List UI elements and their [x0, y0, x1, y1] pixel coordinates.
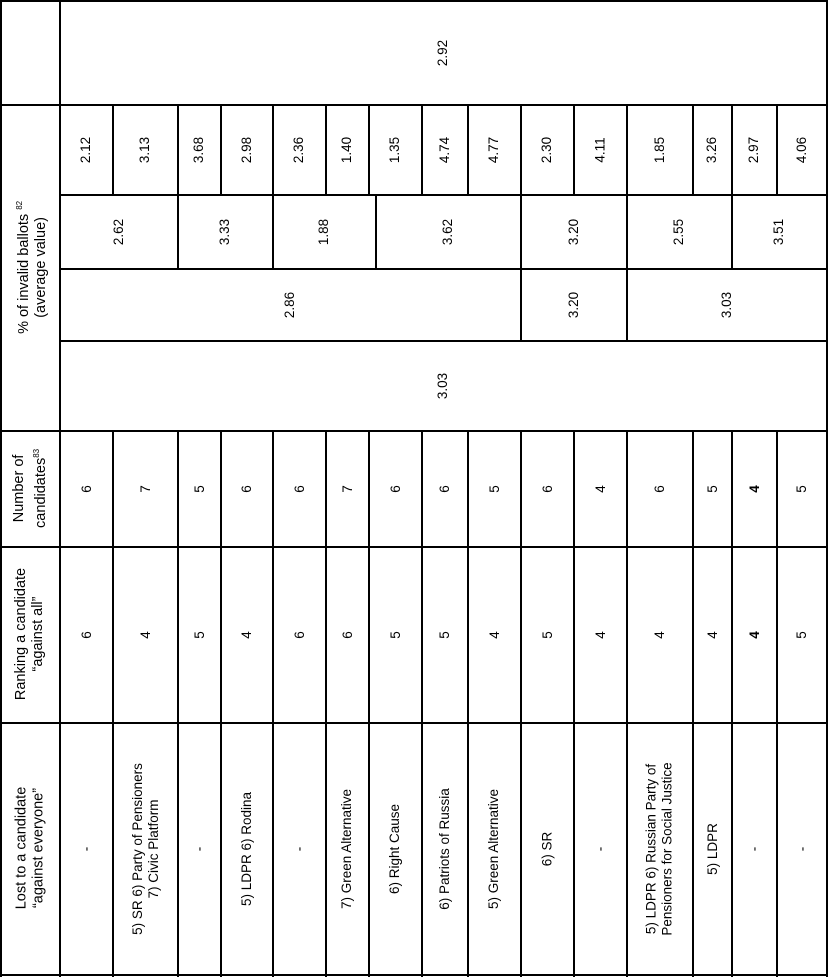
- row-cell-lost: [469, 724, 520, 974]
- level1-average: [274, 196, 375, 268]
- row-cell-candidates: [274, 432, 325, 546]
- lost-line: Pensioners for Social Justice: [660, 762, 675, 936]
- ranking-value: 6: [78, 631, 94, 639]
- lost-line: 6) Patriots of Russia: [437, 788, 453, 910]
- invalid-value: 4.11: [592, 137, 608, 163]
- level2-value: 2.86: [282, 291, 298, 319]
- lost-line: -: [191, 846, 207, 852]
- row-cell-lost: [694, 724, 731, 974]
- header-ranking-against-all: [2, 546, 59, 722]
- row-cell-lost: [423, 724, 467, 974]
- overall-average: [61, 2, 826, 104]
- candidates-value: 6: [78, 485, 94, 493]
- row-cell-lost: [733, 724, 776, 974]
- level1-average: [179, 196, 272, 268]
- row-cell-candidates: [114, 432, 177, 546]
- row-cell-lost: [179, 724, 220, 974]
- candidates-value: 7: [339, 485, 355, 493]
- header-lost-to-against: [2, 722, 59, 974]
- row-cell-lost: [370, 724, 421, 974]
- level1-value: 3.51: [771, 218, 787, 246]
- level1-value: 3.62: [440, 218, 456, 246]
- overall-average-value: 2.92: [435, 39, 451, 67]
- row-cell-invalid: [370, 106, 421, 194]
- invalid-value: 4.06: [794, 136, 809, 164]
- lost-line: 7) Civic Platform: [145, 799, 161, 899]
- lost-line: 6) SR: [539, 831, 555, 867]
- header-invalid-footnote: 82: [15, 200, 25, 210]
- level1-average: [61, 196, 177, 268]
- lost-line: 5) LDPR 6) Rodina: [239, 791, 254, 907]
- ranking-value: 6: [291, 631, 307, 639]
- row-cell-candidates: [694, 432, 731, 546]
- row-cell-candidates: [370, 432, 421, 546]
- invalid-value: 4.77: [486, 136, 502, 164]
- invalid-value: 1.35: [387, 136, 403, 164]
- lost-to-against-text: [705, 823, 721, 875]
- level1-average: [377, 196, 520, 268]
- header-invalid-line1: % of invalid ballots: [15, 213, 32, 334]
- lost-to-against-text: [747, 847, 763, 852]
- row-cell-invalid: [274, 106, 325, 194]
- row-cell-ranking: [114, 548, 177, 722]
- header-lost-line2: “against everyone”: [30, 787, 47, 909]
- level2-average: [628, 270, 826, 340]
- candidates-value: 5: [486, 485, 502, 493]
- row-cell-invalid: [327, 106, 368, 194]
- lost-line: 5) LDPR: [704, 823, 720, 875]
- ranking-value: 5: [793, 631, 809, 639]
- level2-value: 3.20: [566, 291, 581, 319]
- row-cell-invalid: [694, 106, 731, 194]
- level1-average: [628, 196, 731, 268]
- header-candidates-footnote: 83: [32, 448, 42, 458]
- level1-value: 3.20: [566, 218, 581, 246]
- row-cell-lost: [274, 724, 325, 974]
- candidates-value: 6: [387, 485, 403, 493]
- ranking-value: 4: [704, 631, 720, 639]
- level1-value: 2.62: [111, 218, 126, 246]
- level1-average: [733, 196, 826, 268]
- row-cell-ranking: [274, 548, 325, 722]
- invalid-value: 2.36: [291, 136, 307, 164]
- level1-value: 3.33: [217, 218, 233, 246]
- ranking-value: 4: [238, 631, 254, 639]
- header-candidates-line1: Number of: [11, 454, 28, 522]
- ranking-value: 4: [746, 631, 762, 639]
- candidates-value: 5: [793, 485, 809, 493]
- lost-line: 5) Green Alternative: [486, 788, 502, 910]
- row-cell-invalid: [522, 106, 573, 194]
- row-cell-ranking: [733, 548, 776, 722]
- candidates-value: 5: [191, 485, 207, 493]
- row-cell-invalid: [733, 106, 776, 194]
- row-cell-ranking: [778, 548, 826, 722]
- lost-line: 5) LDPR 6) Russian Party of: [644, 763, 659, 935]
- row-cell-lost: [222, 724, 272, 974]
- row-cell-ranking: [575, 548, 626, 722]
- row-cell-ranking: [179, 548, 220, 722]
- lost-line: -: [78, 846, 94, 852]
- row-cell-candidates: [222, 432, 272, 546]
- ranking-value: 4: [137, 631, 153, 639]
- ranking-value: 5: [191, 631, 207, 639]
- row-cell-lost: [628, 724, 692, 974]
- row-cell-ranking: [327, 548, 368, 722]
- lost-line: -: [291, 846, 307, 852]
- lost-to-against-text: [239, 792, 255, 906]
- row-cell-ranking: [628, 548, 692, 722]
- level1-value: 2.55: [671, 218, 687, 246]
- lost-to-against-text: [794, 847, 810, 852]
- header-ranking-line1: Ranking a candidate: [13, 567, 30, 701]
- header-lost-line1: Lost to a candidate: [13, 786, 30, 910]
- lost-to-against-text: [340, 789, 356, 909]
- row-cell-ranking: [522, 548, 573, 722]
- lost-line: -: [592, 846, 608, 852]
- ranking-value: 4: [592, 631, 608, 639]
- row-cell-candidates: [522, 432, 573, 546]
- row-cell-lost: [575, 724, 626, 974]
- lost-to-against-text: [192, 847, 208, 852]
- candidates-value: 5: [704, 485, 720, 493]
- ranking-value: 4: [651, 631, 667, 639]
- row-cell-ranking: [469, 548, 520, 722]
- header-invalid-line2: (average value): [32, 216, 49, 318]
- row-cell-candidates: [61, 432, 112, 546]
- header-number-of-candidates: [2, 430, 59, 546]
- level2-average: [61, 270, 520, 340]
- level2-value: 3.03: [719, 291, 734, 319]
- row-cell-invalid: [423, 106, 467, 194]
- lost-line: 5) SR 6) Party of Pensioners: [129, 763, 145, 935]
- row-cell-candidates: [423, 432, 467, 546]
- invalid-value: 1.85: [652, 136, 667, 164]
- candidates-value: 6: [238, 485, 254, 493]
- row-cell-invalid: [222, 106, 272, 194]
- row-cell-ranking: [222, 548, 272, 722]
- invalid-value: 3.26: [704, 136, 720, 164]
- candidates-value: 4: [746, 485, 762, 493]
- lost-to-against-text: [79, 847, 95, 852]
- row-cell-ranking: [61, 548, 112, 722]
- lost-line: -: [746, 846, 762, 852]
- row-cell-invalid: [778, 106, 826, 194]
- invalid-value: 2.30: [539, 136, 555, 164]
- invalid-value: 2.98: [239, 136, 254, 164]
- level3-average-value: 3.03: [435, 372, 451, 400]
- row-cell-lost: [327, 724, 368, 974]
- candidates-value: 4: [592, 485, 608, 493]
- row-cell-lost: [778, 724, 826, 974]
- ranking-value: 5: [436, 631, 452, 639]
- ranking-value: 4: [486, 631, 502, 639]
- lost-to-against-text: [437, 788, 453, 910]
- row-cell-lost: [114, 724, 177, 974]
- row-cell-lost: [522, 724, 573, 974]
- row-cell-invalid: [469, 106, 520, 194]
- ranking-value: 5: [539, 631, 555, 639]
- candidates-value: 6: [651, 485, 667, 493]
- invalid-value: 3.68: [191, 136, 207, 164]
- header-invalid-ballots: [2, 104, 59, 430]
- row-cell-invalid: [575, 106, 626, 194]
- table-border-bottom: [0, 974, 828, 976]
- row-cell-invalid: [628, 106, 692, 194]
- lost-line: 7) Green Alternative: [339, 788, 355, 910]
- lost-line: -: [794, 846, 809, 852]
- row-cell-candidates: [628, 432, 692, 546]
- level1-value: 1.88: [316, 218, 332, 246]
- candidates-value: 6: [291, 485, 307, 493]
- lost-to-against-text: [130, 763, 162, 935]
- lost-to-against-text: [292, 847, 308, 852]
- lost-line: 6) Right Cause: [387, 803, 403, 895]
- row-cell-candidates: [469, 432, 520, 546]
- row-cell-ranking: [694, 548, 731, 722]
- row-cell-ranking: [370, 548, 421, 722]
- row-cell-candidates: [179, 432, 220, 546]
- candidates-value: 6: [539, 485, 555, 493]
- row-cell-candidates: [778, 432, 826, 546]
- row-cell-candidates: [575, 432, 626, 546]
- row-cell-invalid: [114, 106, 177, 194]
- row-cell-ranking: [423, 548, 467, 722]
- row-cell-invalid: [61, 106, 112, 194]
- lost-to-against-text: [487, 789, 503, 909]
- row-cell-lost: [61, 724, 112, 974]
- header-ranking-line2: “against all”: [30, 596, 47, 672]
- level1-average: [522, 196, 626, 268]
- invalid-value: 2.97: [746, 136, 762, 164]
- invalid-value: 1.40: [339, 136, 355, 164]
- ranking-value: 5: [387, 631, 403, 639]
- row-cell-invalid: [179, 106, 220, 194]
- row-cell-candidates: [327, 432, 368, 546]
- row-cell-candidates: [733, 432, 776, 546]
- invalid-value: 4.74: [437, 136, 452, 164]
- candidates-value: 7: [137, 485, 153, 493]
- header-overall-empty: [2, 2, 59, 104]
- ranking-value: 6: [339, 631, 355, 639]
- level3-average: [61, 342, 826, 430]
- lost-to-against-text: [388, 804, 404, 894]
- candidates-value: 6: [436, 485, 452, 493]
- lost-to-against-text: [644, 762, 676, 935]
- lost-to-against-text: [539, 832, 555, 867]
- invalid-value: 3.13: [137, 136, 153, 164]
- invalid-value: 2.12: [78, 136, 94, 164]
- lost-to-against-text: [593, 847, 609, 852]
- header-candidates-line2: candidates: [32, 457, 49, 528]
- level2-average: [522, 270, 626, 340]
